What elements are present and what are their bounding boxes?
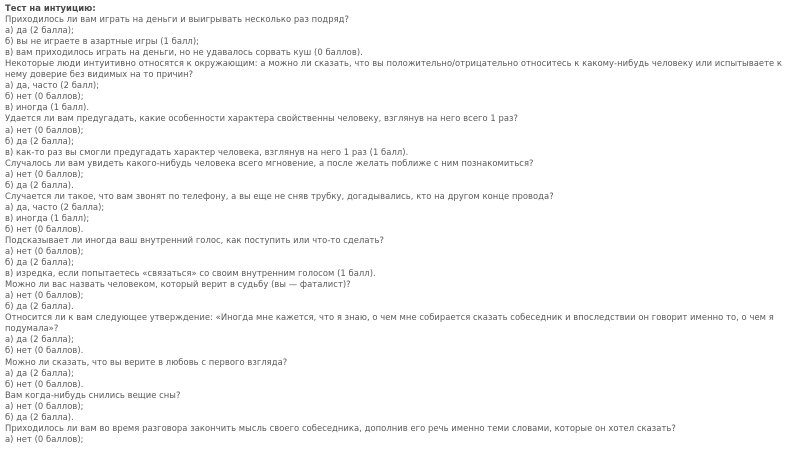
text-line: б) да (2 балла). [5,179,74,190]
text-line: а) нет (0 баллов); [5,400,84,411]
text-line: б) нет (0 баллов). [5,223,84,234]
text-line: в) иногда (1 балл). [5,102,90,113]
text-line: в) вам приходилось играть на деньги, но не удавалось сорвать куш (0 баллов). [5,47,363,58]
text-line: а) нет (0 баллов); [5,246,84,257]
text-line: а) да (2 балла); [5,367,74,378]
text-line: в) изредка, если попытаетесь «связаться» со своим внутренним голосом (1 балл). [5,268,376,279]
text-line: а) да, часто (2 балла); [5,201,105,212]
text-line: Случалось ли вам увидеть какого-нибудь человека всего мгновение, а после желать поближе с ним познакомиться? [5,157,534,168]
text-line: а) нет (0 баллов); [5,290,84,301]
text-line: Приходилось ли вам играть на деньги и выигрывать несколько раз подряд? [5,14,350,25]
text-line: б) вы не играете в азартные игры (1 балл); [5,36,200,47]
text-line: б) нет (0 баллов); [5,91,84,102]
text-line: Можно ли сказать, что вы верите в любовь с первого взгляда? [5,356,288,367]
text-line: б) да (2 балла). [5,301,74,312]
text-line: а) нет (0 баллов); [5,168,84,179]
text-line: Подсказывает ли иногда ваш внутренний голос, как поступить или что-то сделать? [5,234,384,245]
document-body [5,3,790,445]
text-line: а) да (2 балла); [5,334,74,345]
text-line: в) иногда (1 балл); [5,212,90,223]
document-title: Тест на интуицию: [5,3,96,13]
text-line: б) нет (0 баллов). [5,345,84,356]
text-line: б) да (2 балла); [5,257,74,268]
text-line: Вам когда-нибудь снились вещие сны? [5,389,181,400]
text-line: Некоторые люди интуитивно относятся к окружающим: а можно ли сказать, что вы положительно/отрицательно относитесь к какому-нибудь человеку или испытываете к нему доверие без видимых на то причин? [5,58,783,80]
text-line: б) да (2 балла); [5,135,74,146]
text-line: в) как-то раз вы смогли предугадать характер человека, взглянув на него 1 раз (1 балл). [5,146,409,157]
text-line: Можно ли вас назвать человеком, который верит в судьбу (вы — фаталист)? [5,279,351,290]
text-line: Случается ли такое, что вам звонят по телефону, а вы еще не сняв трубку, догадывались, кто на другом конце провода? [5,190,554,201]
text-line: б) нет (0 баллов). [5,378,84,389]
text-line: а) нет (0 баллов); [5,433,84,444]
text-line: б) да (2 балла). [5,411,74,422]
question-list [5,14,790,445]
text-line: Относится ли к вам следующее утверждение: «Иногда мне кажется, что я знаю, о чем мне собирается сказать собеседник и впоследствии он говорит именно то, о чем я подумала»? [5,312,774,334]
text-line: а) да (2 балла); [5,25,74,36]
text-line: а) да, часто (2 балл); [5,80,100,91]
text-line: а) нет (0 баллов); [5,124,84,135]
text-line: Удается ли вам предугадать, какие особенности характера свойственны человеку, взглянув на него всего 1 раз? [5,113,519,124]
text-line: Приходилось ли вам во время разговора закончить мысль своего собеседника, дополнив его речь именно теми словами, которые он хотел сказать? [5,422,676,433]
